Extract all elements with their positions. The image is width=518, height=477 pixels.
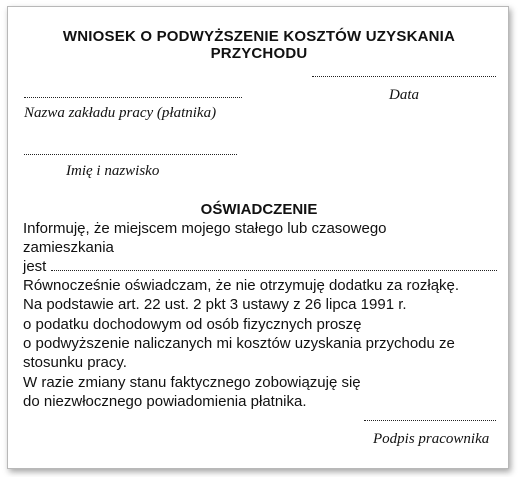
body-line-8: stosunku pracy. bbox=[23, 354, 127, 371]
body-line-7: o podwyższenie naliczanych mi kosztów uzyskania przychodu ze bbox=[23, 335, 455, 352]
employer-field-line[interactable] bbox=[24, 97, 242, 98]
address-field-line[interactable] bbox=[51, 270, 497, 271]
body-line-9: W razie zmiany stanu faktycznego zobowiązuję się bbox=[23, 374, 361, 391]
body-line-6: o podatku dochodowym od osób fizycznych proszę bbox=[23, 316, 362, 333]
body-line-2: zamieszkania bbox=[23, 239, 114, 256]
employer-label: Nazwa zakładu pracy (płatnika) bbox=[24, 105, 217, 121]
form-title-line-1: WNIOSEK O PODWYŻSZENIE KOSZTÓW UZYSKANIA bbox=[62, 28, 456, 45]
date-field-line[interactable] bbox=[312, 76, 496, 77]
body-line-10: do niezwłocznego powiadomienia płatnika. bbox=[23, 393, 307, 410]
name-label: Imię i nazwisko bbox=[66, 163, 160, 179]
form-title-line-2: PRZYCHODU bbox=[210, 45, 308, 62]
name-field-line[interactable] bbox=[24, 154, 237, 155]
body-line-3: jest bbox=[23, 258, 47, 275]
body-line-1: Informuję, że miejscem mojego stałego lub czasowego bbox=[23, 220, 387, 237]
declaration-heading: OŚWIADCZENIE bbox=[200, 201, 318, 218]
signature-field-line[interactable] bbox=[364, 420, 496, 421]
date-label: Data bbox=[389, 87, 419, 103]
body-line-4: Równocześnie oświadczam, że nie otrzymuję dodatku za rozłąkę. bbox=[23, 277, 460, 294]
body-line-5: Na podstawie art. 22 ust. 2 pkt 3 ustawy z 26 lipca 1991 r. bbox=[23, 296, 407, 313]
signature-label: Podpis pracownika bbox=[373, 431, 490, 447]
